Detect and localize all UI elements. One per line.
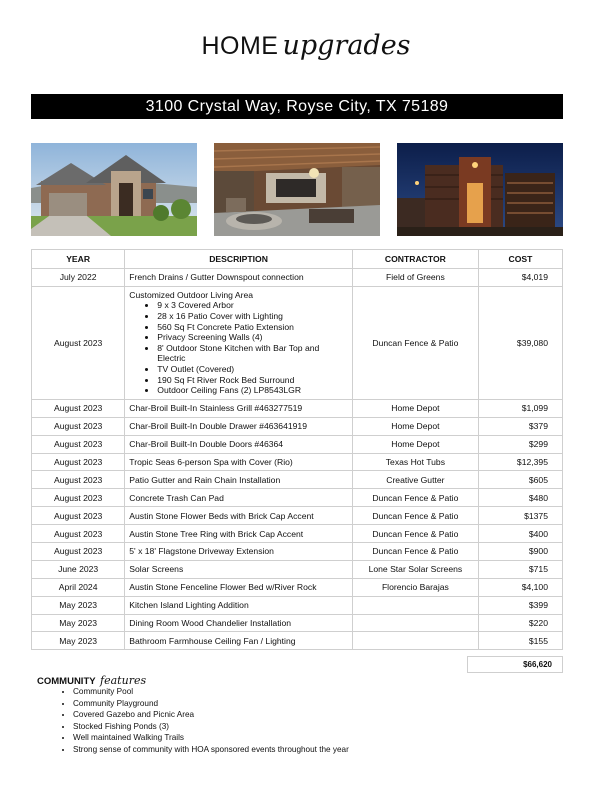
row-description: 5' x 18' Flagstone Driveway Extension	[125, 542, 353, 560]
table-row	[32, 560, 563, 578]
row-year: May 2023	[32, 632, 125, 650]
table-row	[32, 632, 563, 650]
list-item: • Community Pool	[73, 686, 349, 698]
row-contractor: Creative Gutter	[352, 471, 478, 489]
table-row	[32, 269, 563, 287]
header-year: YEAR	[32, 250, 125, 269]
header-cost: COST	[478, 250, 562, 269]
row-contractor	[352, 614, 478, 632]
row-cost: $39,080	[478, 286, 562, 399]
row-description: Char-Broil Built-In Stainless Grill #463277519	[125, 399, 353, 417]
community-title-italic: features	[100, 674, 147, 687]
list-item: • TV Outlet (Covered)	[157, 364, 348, 375]
table-row	[32, 417, 563, 435]
table-row	[32, 453, 563, 471]
list-item: • Community Playground	[73, 698, 349, 710]
row-cost: $12,395	[478, 453, 562, 471]
page-title	[0, 30, 612, 61]
row-year: August 2023	[32, 286, 125, 399]
row-description: Austin Stone Tree Ring with Brick Cap Accent	[125, 525, 353, 543]
row-cost: $400	[478, 525, 562, 543]
row-year: August 2023	[32, 399, 125, 417]
row-year: August 2023	[32, 489, 125, 507]
row-year: May 2023	[32, 614, 125, 632]
row-contractor: Duncan Fence & Patio	[352, 507, 478, 525]
community-features-list	[37, 686, 349, 756]
title-home: HOME	[201, 32, 279, 60]
row-description: Solar Screens	[125, 560, 353, 578]
row-contractor: Field of Greens	[352, 269, 478, 287]
row-contractor: Home Depot	[352, 435, 478, 453]
row-year: August 2023	[32, 417, 125, 435]
row-year: April 2024	[32, 578, 125, 596]
header-description: DESCRIPTION	[125, 250, 353, 269]
row-description: Tropic Seas 6-person Spa with Cover (Rio)	[125, 453, 353, 471]
table-row	[32, 525, 563, 543]
house-exterior-photo	[31, 143, 197, 236]
table-row	[32, 399, 563, 417]
table-header-row	[32, 250, 563, 269]
list-item: • 9 x 3 Covered Arbor	[157, 300, 348, 311]
evening-patio-photo	[397, 143, 563, 236]
table-row	[32, 614, 563, 632]
row-contractor: Home Depot	[352, 399, 478, 417]
table-row	[32, 435, 563, 453]
list-item: • 8' Outdoor Stone Kitchen with Bar Top and Electric	[157, 343, 348, 364]
row-cost: $4,100	[478, 578, 562, 596]
row-contractor: Florencio Barajas	[352, 578, 478, 596]
list-item: • 560 Sq Ft Concrete Patio Extension	[157, 322, 348, 333]
row-description: Char-Broil Built-In Double Drawer #463641919	[125, 417, 353, 435]
table-row	[32, 286, 563, 399]
row-contractor: Lone Star Solar Screens	[352, 560, 478, 578]
row-cost: $4,019	[478, 269, 562, 287]
row-cost: $1375	[478, 507, 562, 525]
row-year: May 2023	[32, 596, 125, 614]
row-year: June 2023	[32, 560, 125, 578]
row-description: Dining Room Wood Chandelier Installation	[125, 614, 353, 632]
outdoor-living-items	[129, 300, 348, 395]
list-item: • 28 x 16 Patio Cover with Lighting	[157, 311, 348, 322]
row-year: August 2023	[32, 507, 125, 525]
row-cost: $605	[478, 471, 562, 489]
row-description	[125, 286, 353, 399]
row-cost: $480	[478, 489, 562, 507]
row-year: August 2023	[32, 542, 125, 560]
row-year: August 2023	[32, 453, 125, 471]
row-cost: $220	[478, 614, 562, 632]
table-row	[32, 489, 563, 507]
address-banner: 3100 Crystal Way, Royse City, TX 75189	[31, 94, 563, 119]
row-contractor: Duncan Fence & Patio	[352, 542, 478, 560]
header-contractor: CONTRACTOR	[352, 250, 478, 269]
list-item: • Well maintained Walking Trails	[73, 732, 349, 744]
row-cost: $155	[478, 632, 562, 650]
row-contractor: Duncan Fence & Patio	[352, 286, 478, 399]
row-description: Char-Broil Built-In Double Doors #46364	[125, 435, 353, 453]
row-contractor	[352, 596, 478, 614]
row-contractor	[352, 632, 478, 650]
row-cost: $399	[478, 596, 562, 614]
list-item: • Privacy Screening Walls (4)	[157, 332, 348, 343]
title-upgrades: upgrades	[282, 30, 411, 61]
list-item: • Strong sense of community with HOA sponsored events throughout the year	[73, 744, 349, 756]
community-title: COMMUNITY	[37, 676, 96, 687]
table-row	[32, 542, 563, 560]
row-year: August 2023	[32, 471, 125, 489]
list-item: • Outdoor Ceiling Fans (2) LP8543LGR	[157, 385, 348, 396]
table-row	[32, 578, 563, 596]
list-item: • 190 Sq Ft River Rock Bed Surround	[157, 375, 348, 386]
row-description: Austin Stone Flower Beds with Brick Cap Accent	[125, 507, 353, 525]
row-contractor: Texas Hot Tubs	[352, 453, 478, 471]
row-description: Patio Gutter and Rain Chain Installation	[125, 471, 353, 489]
row-description: Austin Stone Fenceline Flower Bed w/River Rock	[125, 578, 353, 596]
row-contractor: Home Depot	[352, 417, 478, 435]
row-cost: $299	[478, 435, 562, 453]
patio-photo	[214, 143, 380, 236]
upgrades-table	[31, 249, 563, 650]
total-cost: $66,620	[467, 656, 563, 673]
row-year: August 2023	[32, 435, 125, 453]
row-contractor: Duncan Fence & Patio	[352, 489, 478, 507]
row-year: July 2022	[32, 269, 125, 287]
row-cost: $379	[478, 417, 562, 435]
list-item: • Stocked Fishing Ponds (3)	[73, 721, 349, 733]
table-row	[32, 507, 563, 525]
row-description: Bathroom Farmhouse Ceiling Fan / Lighting	[125, 632, 353, 650]
row-description: French Drains / Gutter Downspout connection	[125, 269, 353, 287]
row-description: Kitchen Island Lighting Addition	[125, 596, 353, 614]
row-cost: $900	[478, 542, 562, 560]
row-description: Concrete Trash Can Pad	[125, 489, 353, 507]
list-item: • Covered Gazebo and Picnic Area	[73, 709, 349, 721]
table-row	[32, 596, 563, 614]
row-year: August 2023	[32, 525, 125, 543]
row-cost: $1,099	[478, 399, 562, 417]
row-cost: $715	[478, 560, 562, 578]
table-row	[32, 471, 563, 489]
row-description-title: Customized Outdoor Living Area	[129, 289, 254, 300]
row-contractor: Duncan Fence & Patio	[352, 525, 478, 543]
